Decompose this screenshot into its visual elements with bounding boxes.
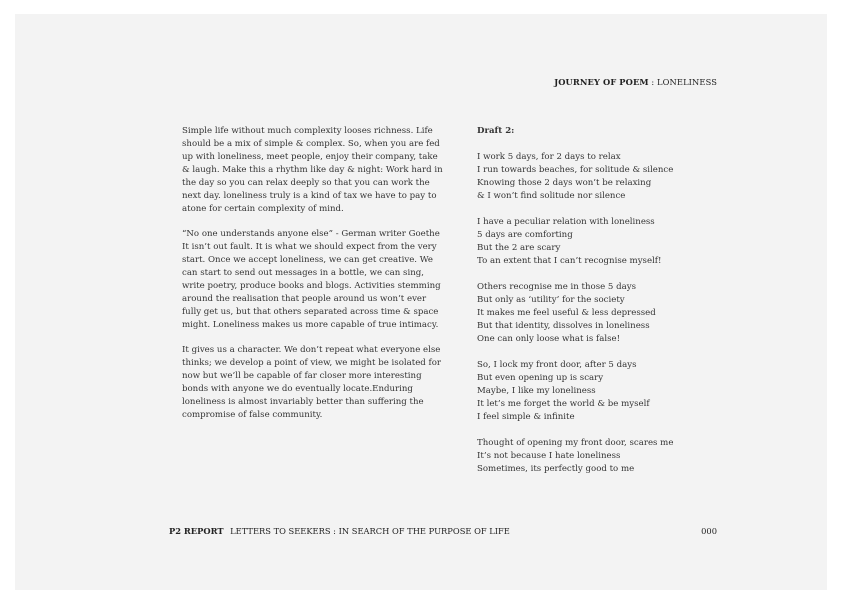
poem-line: But that identity, dissolves in loneliness — [477, 321, 650, 331]
poem-line: So, I lock my front door, after 5 days — [477, 360, 637, 370]
page-header — [554, 77, 717, 87]
poem-stanza — [477, 151, 737, 203]
poem-line: 5 days are comforting — [477, 230, 573, 240]
page-number: 000 — [701, 526, 717, 536]
header-title: JOURNEY OF POEM — [554, 77, 649, 87]
poem-line: But the 2 are scary — [477, 243, 561, 253]
essay-paragraph: It isn’t out fault. It is what we should expect from the very start. Once we accept loneliness, we can get creative. We can start to send out messages in a bottle, we can sing, write poetry, produce books and blogs. Activities stemming around the realisation that people around us won’t ever fully get us, but that others separated across time & space might. Loneliness makes us more capable of true intimacy. — [182, 242, 441, 330]
essay-column — [182, 125, 444, 434]
poem-line: But only as ‘utility’ for the society — [477, 295, 625, 305]
poem-line: I feel simple & infinite — [477, 412, 575, 422]
poem-column — [477, 125, 737, 489]
poem-stanza — [477, 281, 737, 346]
goethe-quote: “No one understands anyone else” - German writer Goethe — [182, 229, 440, 239]
poem-stanza — [477, 216, 737, 268]
poem-line: It’s not because I hate loneliness — [477, 451, 621, 461]
essay-paragraph: It gives us a character. We don’t repeat what everyone else thinks; we develop a point of view, we might be isolated for now but we’ll be capable of far closer more interesting bonds with anyone we do eventually locate.Enduring loneliness is almost invariably better than suffering the compromise of false community. — [182, 345, 441, 420]
poem-line: Maybe, I like my loneliness — [477, 386, 596, 396]
header-separator: : — [648, 77, 658, 87]
poem-line: It let’s me forget the world & be myself — [477, 399, 650, 409]
poem-line: Thought of opening my front door, scares me — [477, 438, 674, 448]
poem-line: & I won’t find solitude nor silence — [477, 191, 626, 201]
poem-line: One can only loose what is false! — [477, 334, 621, 344]
header-subtitle: LONELINESS — [657, 77, 717, 87]
poem-line: Others recognise me in those 5 days — [477, 282, 637, 292]
footer-report-label: P2 REPORT — [169, 526, 224, 536]
poem-line: To an extent that I can’t recognise myself! — [477, 256, 662, 266]
footer-title: LETTERS TO SEEKERS : IN SEARCH OF THE PURPOSE OF LIFE — [230, 526, 510, 536]
draft-title: Draft 2: — [477, 126, 515, 136]
poem-stanza — [477, 437, 737, 476]
document-page — [15, 14, 827, 590]
poem-stanza — [477, 359, 737, 424]
poem-line: I work 5 days, for 2 days to relax — [477, 152, 621, 162]
poem-line: It makes me feel useful & less depressed — [477, 308, 656, 318]
poem-line: But even opening up is scary — [477, 373, 604, 383]
poem-line: I run towards beaches, for solitude & silence — [477, 165, 674, 175]
page-footer — [169, 526, 717, 536]
poem-line: I have a peculiar relation with loneliness — [477, 217, 655, 227]
essay-paragraph: Simple life without much complexity looses richness. Life should be a mix of simple & complex. So, when you are fed up with loneliness, meet people, enjoy their company, take & laugh. Make this a rhythm like day & night: Work hard in the day so you can relax deeply so that you can work the next day. loneliness truly is a kind of tax we have to pay to atone for certain complexity of mind. — [182, 126, 443, 214]
poem-line: Sometimes, its perfectly good to me — [477, 464, 635, 474]
poem-line: Knowing those 2 days won’t be relaxing — [477, 178, 652, 188]
